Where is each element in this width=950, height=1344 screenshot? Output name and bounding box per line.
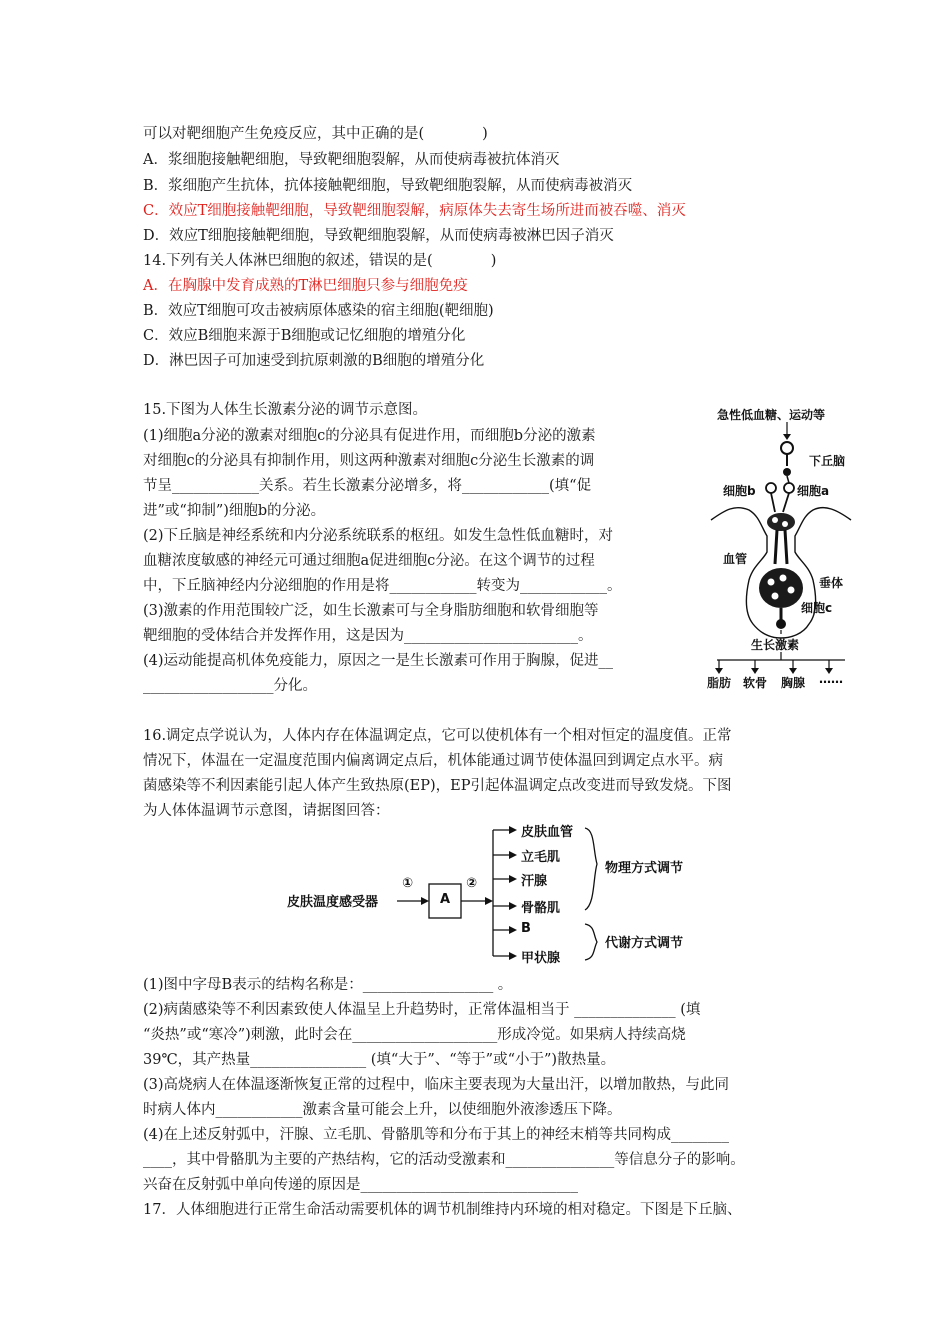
- fig16-group-physical: 物理方式调节: [605, 861, 684, 876]
- fig16-group-metabolic: 代谢方式调节: [605, 936, 684, 951]
- q14-option-b: B．效应T细胞可攻击被病原体感染的宿主细胞(靶细胞): [143, 303, 494, 319]
- q15-stem: 15.下图为人体生长激素分泌的调节示意图。: [143, 402, 428, 418]
- fig15-top-label: 急性低血糖、运动等: [717, 408, 826, 422]
- fig15-hypothalamus-label: 下丘脑: [809, 454, 846, 468]
- q16-intro: 为人体体温调节示意图，请据图回答：: [143, 803, 390, 819]
- fig16-output-thyroid: 甲状腺: [521, 951, 561, 966]
- fig16-output-sweat-gland: 汗腺: [521, 874, 548, 889]
- q16-intro: 情况下，体温在一定温度范围内偏离调定点后，机体能通过调节使体温回到调定点水平。病: [143, 753, 723, 769]
- fig15-cell-a-label: 细胞a: [797, 484, 830, 498]
- growth-hormone-diagram: [705, 402, 855, 692]
- q16-sub3: (3)高烧病人在体温逐渐恢复正常的过程中，临床主要表现为大量出汗，以增加散热，与此同: [143, 1077, 730, 1093]
- q17-stem: 17．人体细胞进行正常生命活动需要机体的调节机制维持内环境的相对稳定。下图是下丘脑、: [143, 1202, 742, 1218]
- q15-line: (1)细胞a分泌的激素对细胞c的分泌具有促进作用，而细胞b分泌的激素: [143, 428, 596, 444]
- q14-option-a-answer: A．在胸腺中发育成熟的T淋巴细胞只参与细胞免疫: [143, 278, 468, 294]
- q15-line: (3)激素的作用范围较广泛，如生长激素可与全身脂肪细胞和软骨细胞等: [143, 603, 599, 619]
- fig16-output-skin-vessel: 皮肤血管: [521, 825, 574, 840]
- q14-option-c: C．效应B细胞来源于B细胞或记忆细胞的增殖分化: [143, 328, 466, 344]
- thermoregulation-diagram: [285, 820, 715, 970]
- q16-sub2-cont: “炎热”或“寒冷”)刺激，此时会在____________________形成冷觉。如果病人持续高烧: [143, 1027, 686, 1043]
- q14-stem: 14.下列有关人体淋巴细胞的叙述，错误的是( ): [143, 253, 497, 269]
- fig16-output-arrector: 立毛肌: [521, 850, 561, 865]
- fig16-output-b: B: [521, 921, 531, 936]
- q16-sub2-cont: 39℃，其产热量________________ (填“大于”、“等于”或“小于”)散热量。: [143, 1052, 616, 1068]
- q15-line: 靶细胞的受体结合并发挥作用，这是因为________________________。: [143, 628, 593, 644]
- fig15-target-cartilage: 软骨: [743, 676, 768, 690]
- fig15-vessel-label: 血管: [723, 552, 748, 566]
- q13-option-c-answer: C．效应T细胞接触靶细胞，导致靶细胞裂解，病原体失去寄生场所进而被吞噬、消灭: [143, 203, 686, 219]
- q15-line: 节呈____________关系。若生长激素分泌增多，将____________(填“促: [143, 478, 592, 494]
- q16-sub4-cont: 兴奋在反射弧中单向传递的原因是______________________________: [143, 1177, 578, 1193]
- fig15-target-fat: 脂肪: [707, 676, 732, 690]
- q16-sub1: (1)图中字母B表示的结构名称是：__________________ 。: [143, 977, 513, 993]
- fig16-box-a-label: A: [440, 892, 451, 907]
- fig16-step1-label: ①: [402, 876, 414, 891]
- q13-option-d: D．效应T细胞接触靶细胞，导致靶细胞裂解，从而使病毒被淋巴因子消灭: [143, 228, 614, 244]
- q16-sub4: (4)在上述反射弧中，汗腺、立毛肌、骨骼肌等和分布于其上的神经末梢等共同构成________: [143, 1127, 730, 1143]
- fig16-step2-label: ②: [466, 876, 478, 891]
- q14-option-d: D．淋巴因子可加速受到抗原刺激的B细胞的增殖分化: [143, 353, 485, 369]
- fig16-output-skeletal-muscle: 骨骼肌: [521, 901, 561, 916]
- fig15-pituitary-label: 垂体: [819, 576, 844, 590]
- q13-option-b: B．浆细胞产生抗体，抗体接触靶细胞，导致靶细胞裂解，从而使病毒被消灭: [143, 178, 633, 194]
- q15-line: (4)运动能提高机体免疫能力，原因之一是生长激素可作用于胸腺，促进__: [143, 653, 614, 669]
- q15-line: 血糖浓度敏感的神经元可通过细胞a促进细胞c分泌。在这个调节的过程: [143, 553, 595, 569]
- q15-line: __________________分化。: [143, 678, 317, 694]
- fig15-cell-c-label: 细胞c: [801, 601, 833, 615]
- q13-stem-continued: 可以对靶细胞产生免疫反应，其中正确的是( ): [143, 126, 488, 142]
- fig15-hormone-label: 生长激素: [751, 638, 800, 652]
- q16-intro: 菌感染等不利因素能引起人体产生致热原(EP)，EP引起体温调定点改变进而导致发烧。下图: [143, 778, 732, 794]
- q15-line: 进”或“抑制”)细胞b的分泌。: [143, 503, 326, 519]
- q16-intro: 16.调定点学说认为，人体内存在体温调定点，它可以使机体有一个相对恒定的温度值。正常: [143, 728, 732, 744]
- q16-sub4-cont: ____，其中骨骼肌为主要的产热结构，它的活动受激素和_______________等信息分子的影响。: [143, 1152, 745, 1168]
- fig15-target-more: ……: [819, 672, 843, 686]
- q16-sub3-cont: 时病人体内____________激素含量可能会上升，以使细胞外液渗透压下降。: [143, 1102, 622, 1118]
- fig16-receptor-label: 皮肤温度感受器: [287, 895, 379, 910]
- fig15-target-thymus: 胸腺: [781, 676, 806, 690]
- q15-line: 对细胞c的分泌具有抑制作用，则这两种激素对细胞c分泌生长激素的调: [143, 453, 595, 469]
- fig15-cell-b-label: 细胞b: [723, 484, 756, 498]
- q15-line: 中，下丘脑神经内分泌细胞的作用是将____________转变为____________。: [143, 578, 622, 594]
- q13-option-a: A．浆细胞接触靶细胞，导致靶细胞裂解，从而使病毒被抗体消灭: [143, 152, 560, 168]
- q16-sub2: (2)病菌感染等不利因素致使人体温呈上升趋势时，正常体温相当于 ______________ (填: [143, 1002, 701, 1018]
- q15-line: (2)下丘脑是神经系统和内分泌系统联系的枢纽。如发生急性低血糖时，对: [143, 528, 614, 544]
